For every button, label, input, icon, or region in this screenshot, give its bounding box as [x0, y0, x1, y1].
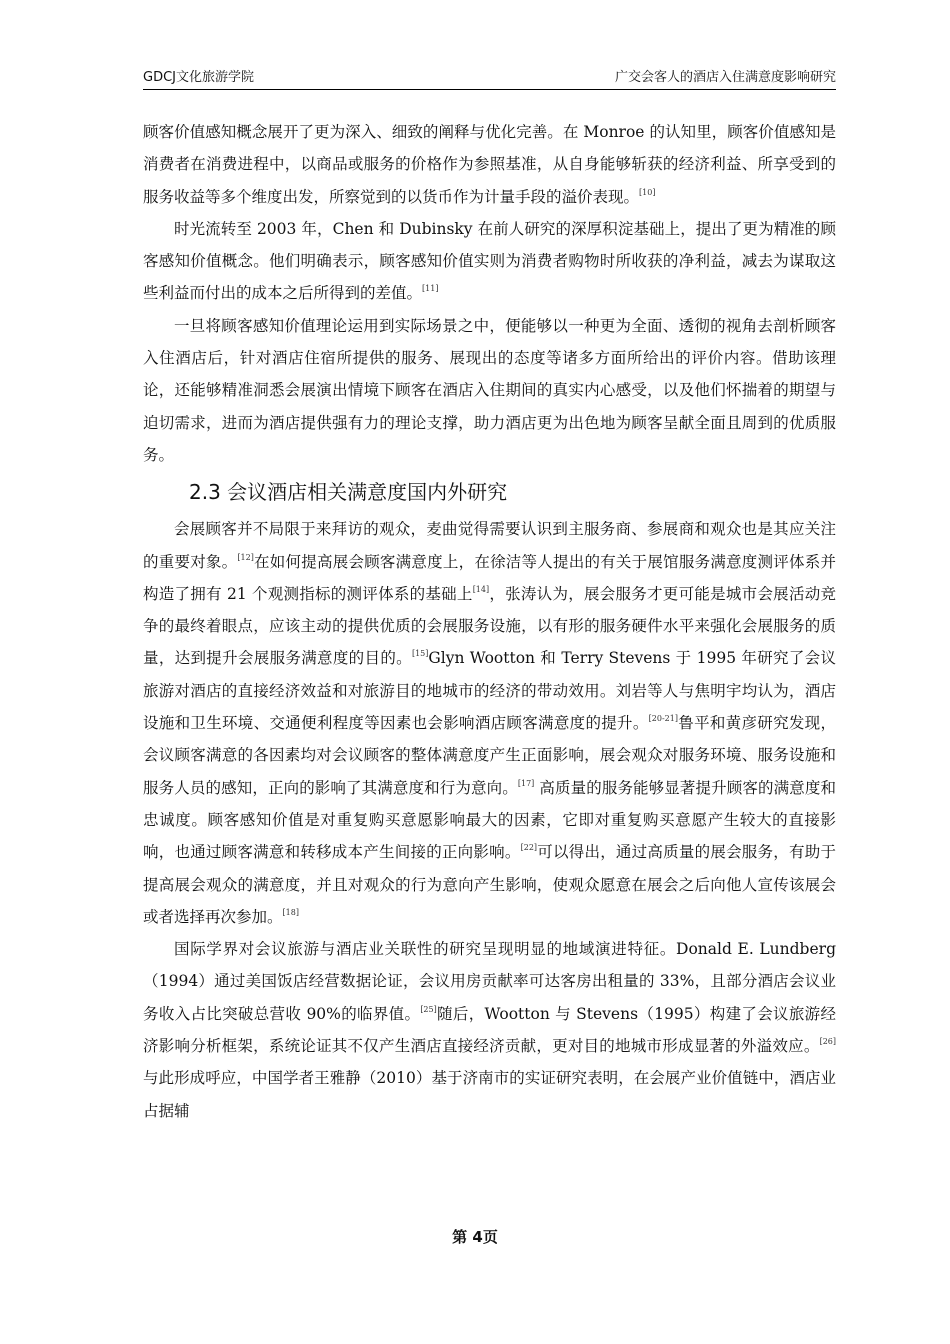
paragraph-text: 与此形成呼应，中国学者王雅静（2010）基于济南市的实证研究表明，在会展产业价值链中，酒店业占据辅: [143, 1069, 836, 1120]
paragraph-text: 随后，Wootton 与 Stevens（1995）构建了会议旅游经济影响分析框架，系统论证其不仅产生酒店直接经济贡献，更对目的地城市形成显著的外溢效应。: [143, 1004, 836, 1056]
header-paper-title: 广交会客人的酒店入住满意度影响研究: [614, 70, 836, 85]
paragraph-text: ，张涛认为，展会服务才更可能是城市会展活动竞争的最终着眼点，应该主动的提供优质的会展服务设施，以有形的服务硬件水平来强化会展服务的质量，达到提升会展服务满意度的目的。: [143, 584, 836, 668]
citation-ref: [11]: [422, 284, 439, 294]
citation-ref: [22]: [520, 843, 538, 853]
citation-ref: [25]: [420, 1004, 437, 1014]
citation-ref: [26]: [819, 1037, 836, 1047]
citation-ref: [15]: [411, 649, 429, 659]
citation-ref: [20-21]: [648, 714, 678, 724]
paragraph: [143, 513, 836, 933]
paragraph-text: Glyn Wootton 和 Terry Stevens 于 1995 年研究了会议旅游对酒店的直接经济效益和对旅游目的地城市的经济的带动效用。刘岩等人与焦明宇均认为，酒店设施和卫生环境、交通便利程度等因素也会影响酒店顾客满意度的提升。: [143, 649, 836, 733]
citation-ref: [12]: [237, 552, 254, 562]
paragraph: [143, 933, 836, 1127]
paragraph-text: 可以得出，通过高质量的展会服务，有助于提高展会观众的满意度，并且对观众的行为意向产生影响，使观众愿意在展会之后向他人宣传该展会或者选择再次参加。: [143, 843, 836, 926]
page-header: [143, 66, 836, 88]
paragraph: [143, 213, 836, 310]
paragraph-text: 鲁平和黄彦研究发现，会议顾客满意的各因素均对会议顾客的整体满意度产生正面影响，展会观众对服务环境、服务设施和服务人员的感知，正向的影响了其满意度和行为意向。: [143, 714, 836, 797]
header-institution: GDCJ文化旅游学院: [143, 70, 254, 85]
citation-ref: [18]: [282, 907, 299, 917]
paragraph-text: 时光流转至 2003 年，Chen 和 Dubinsky 在前人研究的深厚积淀基础上，提出了更为精准的顾客感知价值概念。他们明确表示，顾客感知价值实则为消费者购物时所收获的净利益，减去为谋取这些利益而付出的成本之后所得到的差值。: [143, 219, 836, 303]
paragraph-text: 国际学界对会议旅游与酒店业关联性的研究呈现明显的地域演进特征。Donald E. Lundberg（1994）通过美国饭店经营数据论证，会议用房贡献率可达客房出租量的 33%，且部分酒店会议业务收入占比突破总营收 90%的临界值。: [143, 940, 836, 1023]
paragraph-text: 一旦将顾客感知价值理论运用到实际场景之中，便能够以一种更为全面、透彻的视角去剖析顾客入住酒店后，针对酒店住宿所提供的服务、展现出的态度等诸多方面所给出的评价内容。借助该理论，还能够精准洞悉会展演出情境下顾客在酒店入住期间的真实内心感受，以及他们怀揣着的期望与迫切需求，进而为酒店提供强有力的理论支撑，助力酒店更为出色地为顾客呈献全面且周到的优质服务。: [143, 316, 836, 464]
paragraph: [143, 116, 836, 213]
body-text: [143, 116, 836, 1127]
citation-ref: [14]: [472, 584, 490, 594]
paragraph-text: 会展顾客并不局限于来拜访的观众，麦曲觉得需要认识到主服务商、参展商和观众也是其应关注的重要对象。: [143, 520, 836, 571]
paragraph-text: 顾客价值感知概念展开了更为深入、细致的阐释与优化完善。在 Monroe 的认知里，顾客价值感知是消费者在消费进程中，以商品或服务的价格作为参照基准，从自身能够斩获的经济利益、所享受到的服务收益等多个维度出发，所察觉到的以货币作为计量手段的溢价表现。: [143, 123, 836, 206]
citation-ref: [17]: [517, 778, 535, 788]
header-rule: [143, 89, 836, 90]
section-heading: 2.3 会议酒店相关满意度国内外研究: [189, 480, 508, 505]
page-number: 第 4页: [452, 1228, 498, 1246]
paragraph-text: 高质量的服务能够显著提升顾客的满意度和忠诚度。顾客感知价值是对重复购买意愿影响最大的因素，它即对重复购买意愿产生较大的直接影响，也通过顾客满意和转移成本产生间接的正向影响。: [143, 778, 836, 862]
citation-ref: [10]: [639, 187, 656, 197]
paragraph-text: 在如何提高展会顾客满意度上，在徐洁等人提出的有关于展馆服务满意度测评体系并构造了拥有 21 个观测指标的测评体系的基础上: [143, 552, 836, 603]
paragraph: [143, 310, 836, 471]
